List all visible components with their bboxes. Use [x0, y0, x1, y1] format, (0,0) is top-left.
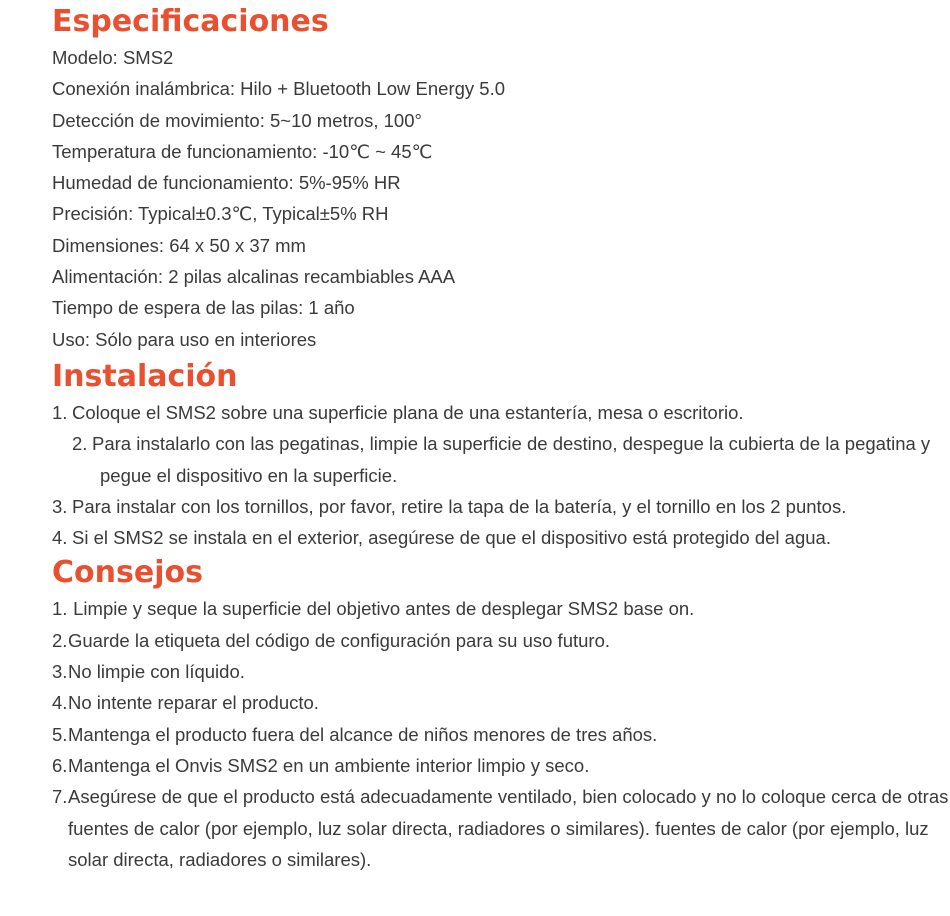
step-number: 5.: [52, 723, 68, 745]
step-text: Mantenga el Onvis SMS2 en un ambiente interior limpio y seco.: [68, 754, 590, 776]
step-text: Guarde la etiqueta del código de configuración para su uso futuro.: [68, 629, 611, 651]
step-text: Asegúrese de que el producto está adecuadamente ventilado, bien colocado y no lo coloque cerca de otras fuentes de calor (por ejemplo, luz solar directa, radiadores o similares). fuentes de calor (por ejemplo, luz solar directa, radiadores o similares).: [68, 786, 949, 870]
spec-item: Detección de movimiento: 5~10 metros, 100°: [52, 109, 422, 131]
spec-item: Humedad de funcionamiento: 5%-95% HR: [52, 172, 401, 194]
step-text: Coloque el SMS2 sobre una superficie plana de una estantería, mesa o escritorio.: [72, 401, 744, 423]
step-number: 3.: [52, 661, 68, 683]
step-text: Para instalarlo con las pegatinas, limpie la superficie de destino, despegue la cubierta de la pegatina y pegue el dispositivo en la superficie.: [92, 433, 931, 486]
spec-item: Temperatura de funcionamiento: -10℃ ~ 45℃: [52, 140, 433, 162]
tip-item: [52, 625, 950, 656]
step-text: Mantenga el producto fuera del alcance de niños menores de tres años.: [68, 723, 658, 745]
step-number: 1.: [52, 401, 68, 423]
step-number: 4.: [52, 527, 68, 549]
specifications-heading: Especificaciones: [52, 4, 329, 39]
tip-item: [52, 719, 950, 750]
installation-step: [52, 522, 950, 553]
step-text: No limpie con líquido.: [68, 661, 245, 683]
step-number: 2.: [52, 629, 68, 651]
tip-item: [52, 593, 950, 624]
tip-item: [52, 687, 950, 718]
step-number: 3.: [52, 495, 68, 517]
tips-list: [52, 593, 950, 875]
step-text: Limpie y seque la superficie del objetivo antes de desplegar SMS2 base on.: [68, 598, 695, 620]
step-number: 6.: [52, 754, 68, 776]
installation-step: [52, 428, 950, 491]
step-text: Si el SMS2 se instala en el exterior, asegúrese de que el dispositivo está protegido del agua.: [72, 527, 831, 549]
tip-item: [52, 656, 950, 687]
spec-item: Precisión: Typical±0.3℃, Typical±5% RH: [52, 203, 389, 225]
installation-heading: Instalación: [52, 358, 238, 394]
step-text: Para instalar con los tornillos, por favor, retire la tapa de la batería, y el tornillo en los 2 puntos.: [72, 495, 847, 517]
tip-item: [52, 750, 950, 781]
spec-item: Alimentación: 2 pilas alcalinas recambiables AAA: [52, 266, 456, 288]
spec-item: Tiempo de espera de las pilas: 1 año: [52, 297, 355, 319]
installation-step: [52, 491, 950, 522]
spec-item: Modelo: SMS2: [52, 47, 174, 68]
step-text: No intente reparar el producto.: [68, 692, 319, 714]
spec-item: Uso: Sólo para uso en interiores: [52, 328, 317, 350]
step-number: 2.: [72, 433, 88, 455]
step-number: 4.: [52, 692, 68, 714]
installation-step: [52, 397, 950, 428]
step-number: 7.: [52, 786, 68, 808]
tips-heading: Consejos: [52, 555, 203, 591]
installation-steps: [52, 397, 950, 553]
tip-item: [52, 781, 950, 875]
specifications-list: [52, 42, 950, 355]
spec-item: Conexión inalámbrica: Hilo + Bluetooth Low Energy 5.0: [52, 78, 505, 100]
spec-item: Dimensiones: 64 x 50 x 37 mm: [52, 234, 306, 256]
step-number: 1.: [52, 598, 68, 620]
